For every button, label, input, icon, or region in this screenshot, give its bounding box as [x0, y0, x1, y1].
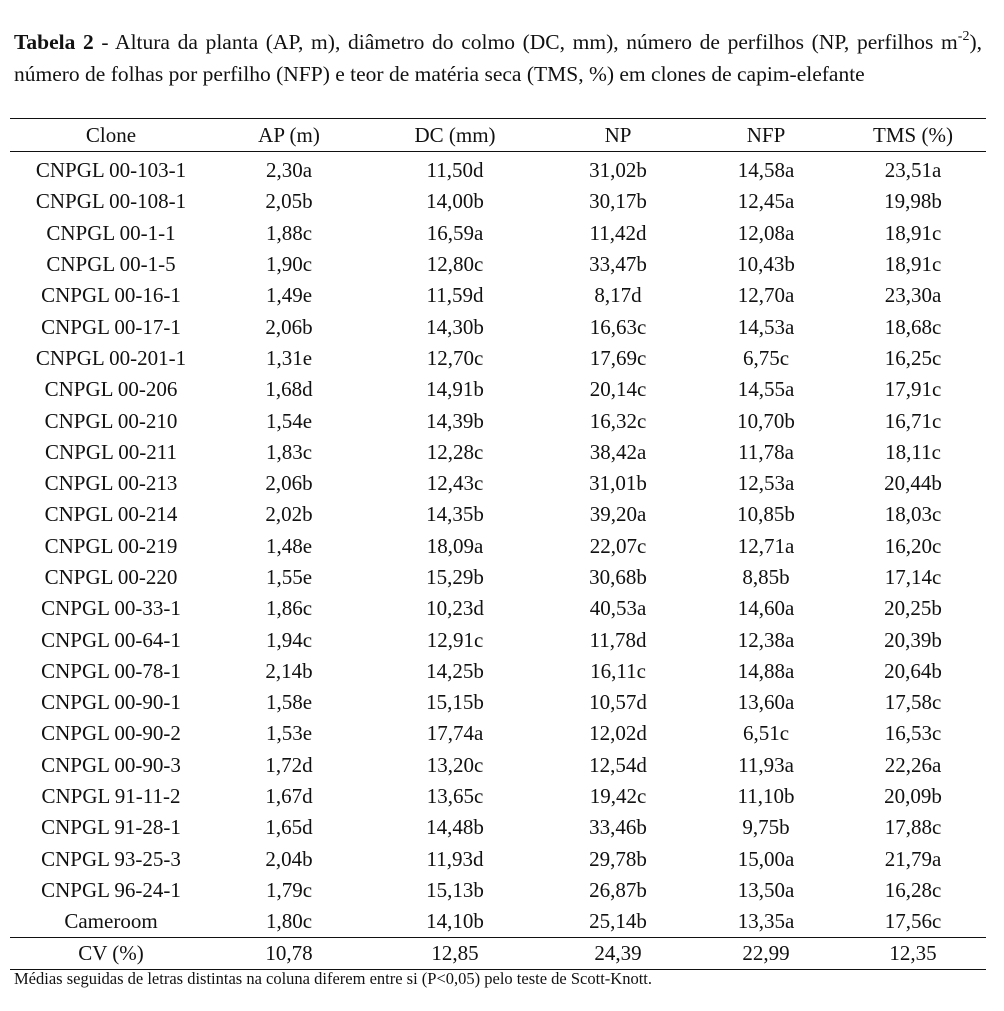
cell-ap: 1,83c	[265, 439, 313, 464]
cell-dc: 14,39b	[426, 408, 484, 433]
cv-np: 24,39	[544, 938, 692, 970]
cell-np: 40,53a	[589, 596, 647, 621]
table-row	[10, 812, 986, 843]
table-footnote: Médias seguidas de letras distintas na coluna diferem entre si (P<0,05) pelo teste de Scott-Knott.	[14, 969, 652, 988]
cell-nfp: 12,53a	[737, 471, 795, 496]
cell-tms: 17,88c	[884, 815, 942, 840]
column-header-clone: Clone	[10, 119, 212, 152]
table-row	[10, 218, 986, 249]
table-row	[10, 437, 986, 468]
cell-nfp: 10,43b	[737, 252, 795, 277]
table-row	[10, 844, 986, 875]
column-header-tms: TMS (%)	[840, 119, 986, 152]
cell-clone: CNPGL 00-90-2	[41, 721, 181, 746]
cell-ap: 1,65d	[265, 815, 313, 840]
cell-ap: 2,02b	[265, 502, 313, 527]
cell-dc: 17,74a	[426, 721, 484, 746]
cell-clone: CNPGL 00-220	[44, 565, 178, 589]
cell-nfp: 14,53a	[737, 314, 795, 339]
cell-nfp: 15,00a	[737, 846, 795, 871]
cell-ap: 1,58e	[265, 690, 313, 715]
table-row	[10, 499, 986, 530]
cell-dc: 15,15b	[426, 690, 484, 715]
cell-dc: 14,30b	[426, 314, 484, 339]
caption-text-continued: ), número de folhas por perfilho (NFP) e teor de matéria seca (TMS, %) em clones de capim-elefante	[14, 30, 982, 86]
cell-np: 16,11c	[590, 658, 646, 683]
cell-tms: 20,64b	[884, 658, 942, 683]
table-row	[10, 687, 986, 718]
cell-clone: CNPGL 00-64-1	[41, 627, 181, 652]
cell-np: 8,17d	[594, 283, 642, 308]
table-row	[10, 249, 986, 280]
cell-clone: CNPGL 93-25-3	[41, 846, 181, 871]
table-body	[10, 152, 986, 938]
cell-nfp: 9,75b	[742, 815, 790, 840]
cell-np: 29,78b	[589, 846, 647, 871]
cell-np: 20,14c	[589, 377, 647, 402]
table-caption	[14, 27, 982, 90]
cell-clone: CNPGL 91-11-2	[41, 784, 181, 809]
cell-tms: 18,68c	[884, 314, 942, 339]
cell-nfp: 6,51c	[742, 721, 790, 746]
cell-ap: 2,30a	[265, 158, 313, 183]
cell-clone: CNPGL 00-33-1	[41, 596, 181, 621]
table-row	[10, 718, 986, 749]
cell-nfp: 13,60a	[737, 690, 795, 715]
caption-text: - Altura da planta (AP, m), diâmetro do colmo (DC, mm), número de perfilhos (NP, perfilhos m	[93, 30, 958, 54]
cell-tms: 20,39b	[884, 627, 942, 652]
cell-nfp: 12,70a	[737, 283, 795, 308]
cell-np: 22,07c	[589, 533, 647, 558]
cell-tms: 19,98b	[884, 189, 942, 214]
table-row	[10, 624, 986, 655]
cell-tms: 16,25c	[884, 345, 942, 370]
data-table	[10, 118, 986, 970]
table-row	[10, 405, 986, 436]
cell-dc: 12,43c	[426, 471, 484, 496]
table-row	[10, 781, 986, 812]
cell-np: 38,42a	[589, 439, 647, 464]
cell-dc: 11,50d	[426, 158, 484, 183]
cell-ap: 1,94c	[265, 627, 313, 652]
cell-dc: 11,93d	[426, 846, 484, 871]
column-header-np: NP	[544, 119, 692, 152]
cell-dc: 13,20c	[426, 752, 484, 777]
cell-clone: CNPGL 00-90-1	[41, 690, 181, 715]
cell-dc: 12,91c	[426, 627, 484, 652]
cell-tms: 18,91c	[884, 252, 942, 277]
cell-clone: CNPGL 00-108-1	[35, 189, 187, 214]
cell-clone: CNPGL 00-211	[44, 439, 178, 464]
table-row	[10, 562, 986, 593]
cv-row	[10, 938, 986, 970]
cv-dc: 12,85	[366, 938, 544, 970]
cv-nfp: 22,99	[692, 938, 840, 970]
cell-tms: 16,71c	[884, 408, 942, 433]
cell-dc: 12,70c	[426, 345, 484, 370]
cell-np: 25,14b	[589, 909, 647, 934]
cell-ap: 1,88c	[265, 220, 313, 245]
table-row	[10, 374, 986, 405]
cell-dc: 14,10b	[426, 909, 484, 934]
cell-nfp: 14,60a	[737, 596, 795, 621]
cell-dc: 12,80c	[426, 252, 484, 277]
cell-ap: 1,86c	[265, 596, 313, 621]
table-row	[10, 152, 986, 187]
cell-nfp: 14,55a	[737, 377, 795, 402]
table-row	[10, 468, 986, 499]
cell-tms: 17,91c	[884, 377, 942, 402]
cell-tms: 23,30a	[884, 283, 942, 308]
cell-nfp: 12,38a	[737, 627, 795, 652]
cell-dc: 15,29b	[426, 565, 484, 589]
cell-tms: 16,20c	[884, 533, 942, 558]
cell-nfp: 11,10b	[737, 784, 795, 809]
cell-clone: CNPGL 00-78-1	[41, 658, 181, 683]
cell-np: 12,02d	[589, 721, 647, 746]
cell-np: 12,54d	[589, 752, 647, 777]
table-row	[10, 906, 986, 938]
cell-dc: 14,25b	[426, 658, 484, 683]
cell-ap: 2,14b	[265, 658, 313, 683]
cell-ap: 1,53e	[265, 721, 313, 746]
cell-clone: CNPGL 00-201-1	[35, 345, 187, 370]
cell-np: 30,17b	[589, 189, 647, 214]
cell-ap: 2,04b	[265, 846, 313, 871]
cell-np: 33,46b	[589, 815, 647, 840]
cv-label: CV (%)	[10, 938, 212, 970]
cell-nfp: 10,70b	[737, 408, 795, 433]
cell-np: 11,42d	[589, 220, 647, 245]
cell-np: 33,47b	[589, 252, 647, 277]
cell-dc: 13,65c	[426, 784, 484, 809]
table-row	[10, 875, 986, 906]
table-row	[10, 593, 986, 624]
cell-nfp: 12,71a	[737, 533, 795, 558]
cell-dc: 15,13b	[426, 877, 484, 902]
cell-ap: 1,48e	[265, 533, 313, 558]
table-row	[10, 280, 986, 311]
cell-clone: CNPGL 00-214	[44, 502, 178, 527]
cell-tms: 18,91c	[884, 220, 942, 245]
cell-ap: 1,31e	[265, 345, 313, 370]
cell-nfp: 13,50a	[737, 877, 795, 902]
cell-nfp: 12,45a	[737, 189, 795, 214]
cell-clone: CNPGL 00-103-1	[35, 158, 187, 183]
cell-tms: 17,14c	[884, 565, 942, 589]
cell-ap: 2,05b	[265, 189, 313, 214]
caption-superscript: -2	[957, 28, 970, 44]
table-label: Tabela 2	[14, 30, 94, 54]
cell-clone: CNPGL 91-28-1	[41, 815, 181, 840]
table-row	[10, 343, 986, 374]
cell-clone: CNPGL 00-213	[44, 471, 178, 496]
cell-np: 31,01b	[589, 471, 647, 496]
cell-ap: 1,79c	[265, 877, 313, 902]
cell-nfp: 8,85b	[742, 565, 790, 589]
cell-ap: 2,06b	[265, 314, 313, 339]
cell-nfp: 12,08a	[737, 220, 795, 245]
table-row	[10, 750, 986, 781]
cell-ap: 1,67d	[265, 784, 313, 809]
cell-tms: 17,56c	[884, 909, 942, 934]
cell-clone: CNPGL 00-1-5	[46, 252, 176, 277]
cell-nfp: 14,88a	[737, 658, 795, 683]
cell-np: 11,78d	[589, 627, 647, 652]
cell-clone: CNPGL 00-1-1	[46, 220, 176, 245]
cell-ap: 1,90c	[265, 252, 313, 277]
cell-clone: CNPGL 00-16-1	[41, 283, 181, 308]
cell-tms: 22,26a	[884, 752, 942, 777]
cell-nfp: 11,93a	[738, 752, 794, 777]
cell-np: 10,57d	[589, 690, 647, 715]
cell-tms: 21,79a	[884, 846, 942, 871]
cell-clone: CNPGL 00-206	[44, 377, 178, 402]
cell-ap: 1,49e	[265, 283, 313, 308]
table-row	[10, 656, 986, 687]
cell-ap: 1,68d	[265, 377, 313, 402]
cell-dc: 14,48b	[426, 815, 484, 840]
cell-ap: 1,55e	[265, 565, 313, 589]
cell-tms: 20,44b	[884, 471, 942, 496]
cell-np: 16,63c	[589, 314, 647, 339]
cell-ap: 1,80c	[265, 909, 313, 934]
cell-np: 30,68b	[589, 565, 647, 589]
cell-tms: 18,03c	[884, 502, 942, 527]
cell-np: 39,20a	[589, 502, 647, 527]
cell-dc: 14,91b	[426, 377, 484, 402]
cell-nfp: 14,58a	[737, 158, 795, 183]
cell-nfp: 13,35a	[737, 909, 795, 934]
cell-tms: 18,11c	[885, 439, 941, 464]
cell-nfp: 10,85b	[737, 502, 795, 527]
cell-tms: 17,58c	[884, 690, 942, 715]
cell-dc: 14,35b	[426, 502, 484, 527]
cell-np: 31,02b	[589, 158, 647, 183]
cell-clone: CNPGL 00-17-1	[41, 314, 181, 339]
cell-tms: 16,53c	[884, 721, 942, 746]
cell-dc: 18,09a	[426, 533, 484, 558]
cell-clone: CNPGL 96-24-1	[41, 877, 181, 902]
cell-nfp: 11,78a	[738, 439, 794, 464]
cell-ap: 1,72d	[265, 752, 313, 777]
cell-dc: 11,59d	[426, 283, 484, 308]
table-row	[10, 531, 986, 562]
cell-clone: CNPGL 00-210	[44, 408, 178, 433]
column-header-dc: DC (mm)	[366, 119, 544, 152]
cell-dc: 16,59a	[426, 220, 484, 245]
column-header-ap: AP (m)	[212, 119, 366, 152]
cell-ap: 1,54e	[265, 408, 313, 433]
cell-np: 16,32c	[589, 408, 647, 433]
cell-tms: 20,25b	[884, 596, 942, 621]
cell-np: 17,69c	[589, 345, 647, 370]
table-row	[10, 311, 986, 342]
cv-tms: 12,35	[840, 938, 986, 970]
cell-clone: CNPGL 00-219	[44, 533, 178, 558]
cell-tms: 20,09b	[884, 784, 942, 809]
cell-clone: Cameroom	[64, 909, 158, 934]
cell-ap: 2,06b	[265, 471, 313, 496]
cell-dc: 10,23d	[426, 596, 484, 621]
cell-tms: 16,28c	[884, 877, 942, 902]
cell-nfp: 6,75c	[742, 345, 790, 370]
cell-dc: 14,00b	[426, 189, 484, 214]
cell-dc: 12,28c	[426, 439, 484, 464]
cell-clone: CNPGL 00-90-3	[41, 752, 181, 777]
cell-np: 26,87b	[589, 877, 647, 902]
cell-tms: 23,51a	[884, 158, 942, 183]
cv-ap: 10,78	[212, 938, 366, 970]
column-header-nfp: NFP	[692, 119, 840, 152]
cell-np: 19,42c	[589, 784, 647, 809]
header-row	[10, 119, 986, 152]
table-row	[10, 186, 986, 217]
